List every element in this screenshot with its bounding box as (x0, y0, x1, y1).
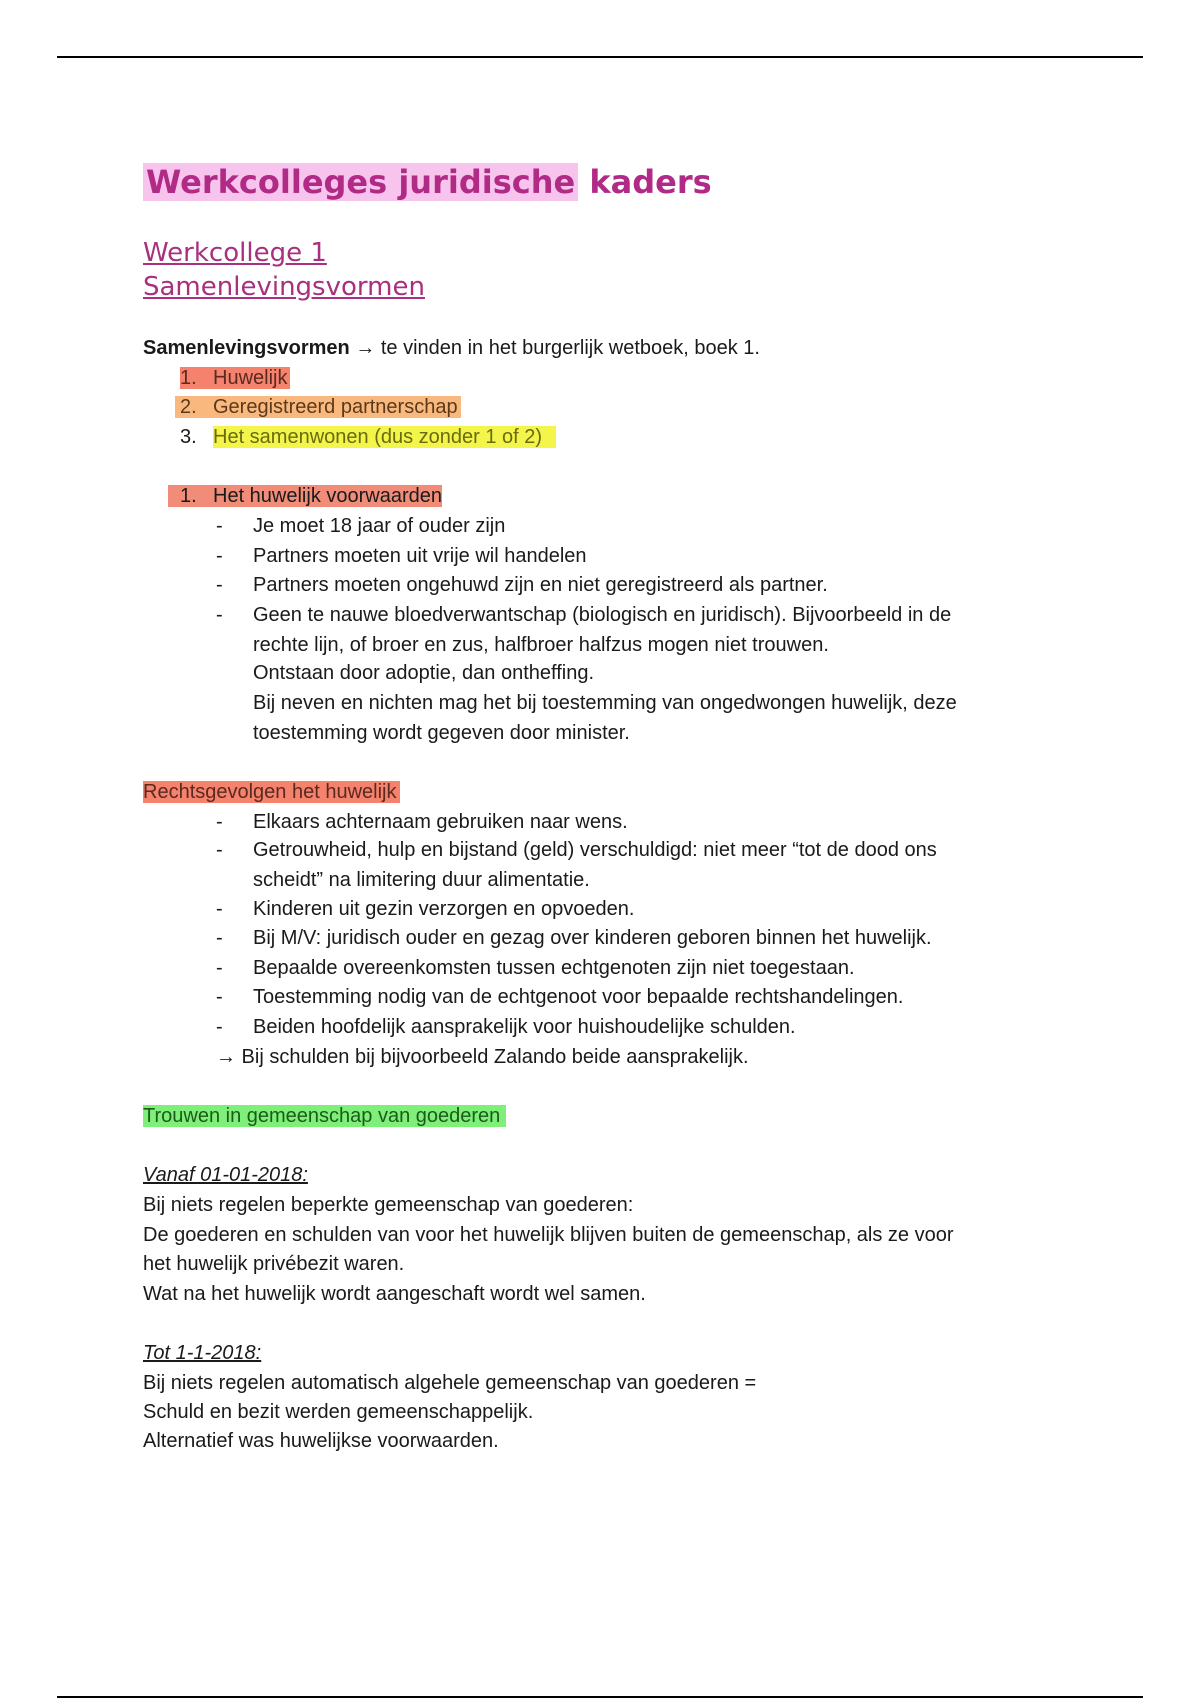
intro-line (143, 334, 760, 362)
top-rule (57, 56, 1143, 58)
arrow-icon: → (355, 337, 376, 359)
subtitle-werkcollege: Werkcollege 1 (143, 238, 327, 268)
bullet: - (216, 839, 223, 861)
list-item: Bepaalde overeenkomsten tussen echtgenoten zijn niet toegestaan. (253, 957, 855, 979)
arrow-note: → Bij schulden bij bijvoorbeeld Zalando beide aansprakelijk. (216, 1046, 749, 1068)
consequences-heading: Rechtsgevolgen het huwelijk (143, 778, 400, 806)
list-item: Partners moeten uit vrije wil handelen (253, 545, 587, 567)
list-item: 1. Huwelijk (180, 364, 290, 392)
paragraph-line: Bij niets regelen beperkte gemeenschap van goederen: (143, 1194, 634, 1216)
list-item: Kinderen uit gezin verzorgen en opvoeden. (253, 898, 635, 920)
subtitle-samenlevingsvormen: Samenlevingsvormen (143, 272, 425, 302)
paragraph-line: Bij niets regelen automatisch algehele gemeenschap van goederen = (143, 1372, 757, 1394)
list-item: Bij M/V: juridisch ouder en gezag over kinderen geboren binnen het huwelijk. (253, 927, 932, 949)
intro-bold: Samenlevingsvormen (143, 337, 350, 359)
list-item: Je moet 18 jaar of ouder zijn (253, 515, 506, 537)
list-item-continuation: rechte lijn, of broer en zus, halfbroer halfzus mogen niet trouwen. (253, 634, 829, 656)
intro-rest: te vinden in het burgerlijk wetboek, boek 1. (375, 337, 760, 359)
page-title (143, 163, 712, 201)
list-item: Toestemming nodig van de echtgenoot voor bepaalde rechtshandelingen. (253, 986, 904, 1008)
list-item: Geen te nauwe bloedverwantschap (biologisch en juridisch). Bijvoorbeeld in de (253, 604, 952, 626)
bullet: - (216, 574, 223, 596)
list-item: Partners moeten ongehuwd zijn en niet geregistreerd als partner. (253, 574, 828, 596)
list-item-continuation: Bij neven en nichten mag het bij toestemming van ongedwongen huwelijk, deze (253, 692, 957, 714)
list-item: 3. Het samenwonen (dus zonder 1 of 2) (180, 423, 556, 451)
bullet: - (216, 1016, 223, 1038)
community-heading: Trouwen in gemeenschap van goederen (143, 1102, 506, 1130)
list-item-continuation: toestemming wordt gegeven door minister. (253, 722, 630, 744)
bullet: - (216, 927, 223, 949)
bullet: - (216, 898, 223, 920)
list-item-continuation: scheidt” na limitering duur alimentatie. (253, 869, 590, 891)
bullet: - (216, 545, 223, 567)
bullet: - (216, 957, 223, 979)
paragraph-line: het huwelijk privébezit waren. (143, 1253, 405, 1275)
bullet: - (216, 811, 223, 833)
list-item: Beiden hoofdelijk aansprakelijk voor huishoudelijke schulden. (253, 1016, 796, 1038)
paragraph-line: Schuld en bezit werden gemeenschappelijk. (143, 1401, 534, 1423)
list-item: Elkaars achternaam gebruiken naar wens. (253, 811, 628, 833)
paragraph-line: Wat na het huwelijk wordt aangeschaft wordt wel samen. (143, 1283, 646, 1305)
list-item: Getrouwheid, hulp en bijstand (geld) verschuldigd: niet meer “tot de dood ons (253, 839, 937, 861)
list-item-continuation: Ontstaan door adoptie, dan ontheffing. (253, 662, 595, 684)
list-item: 2. Geregistreerd partnerschap (175, 393, 461, 421)
conditions-heading: 1. Het huwelijk voorwaarden (168, 482, 442, 510)
title-highlight: Werkcolleges juridische (143, 163, 578, 201)
bullet: - (216, 986, 223, 1008)
paragraph-line: De goederen en schulden van voor het huwelijk blijven buiten de gemeenschap, als ze voor (143, 1224, 954, 1246)
bullet: - (216, 515, 223, 537)
until-label: Tot 1-1-2018: (143, 1342, 262, 1364)
bottom-rule (57, 1696, 1143, 1698)
since-label: Vanaf 01-01-2018: (143, 1164, 308, 1186)
bullet: - (216, 604, 223, 626)
title-rest: kaders (578, 163, 712, 201)
paragraph-line: Alternatief was huwelijkse voorwaarden. (143, 1430, 499, 1452)
